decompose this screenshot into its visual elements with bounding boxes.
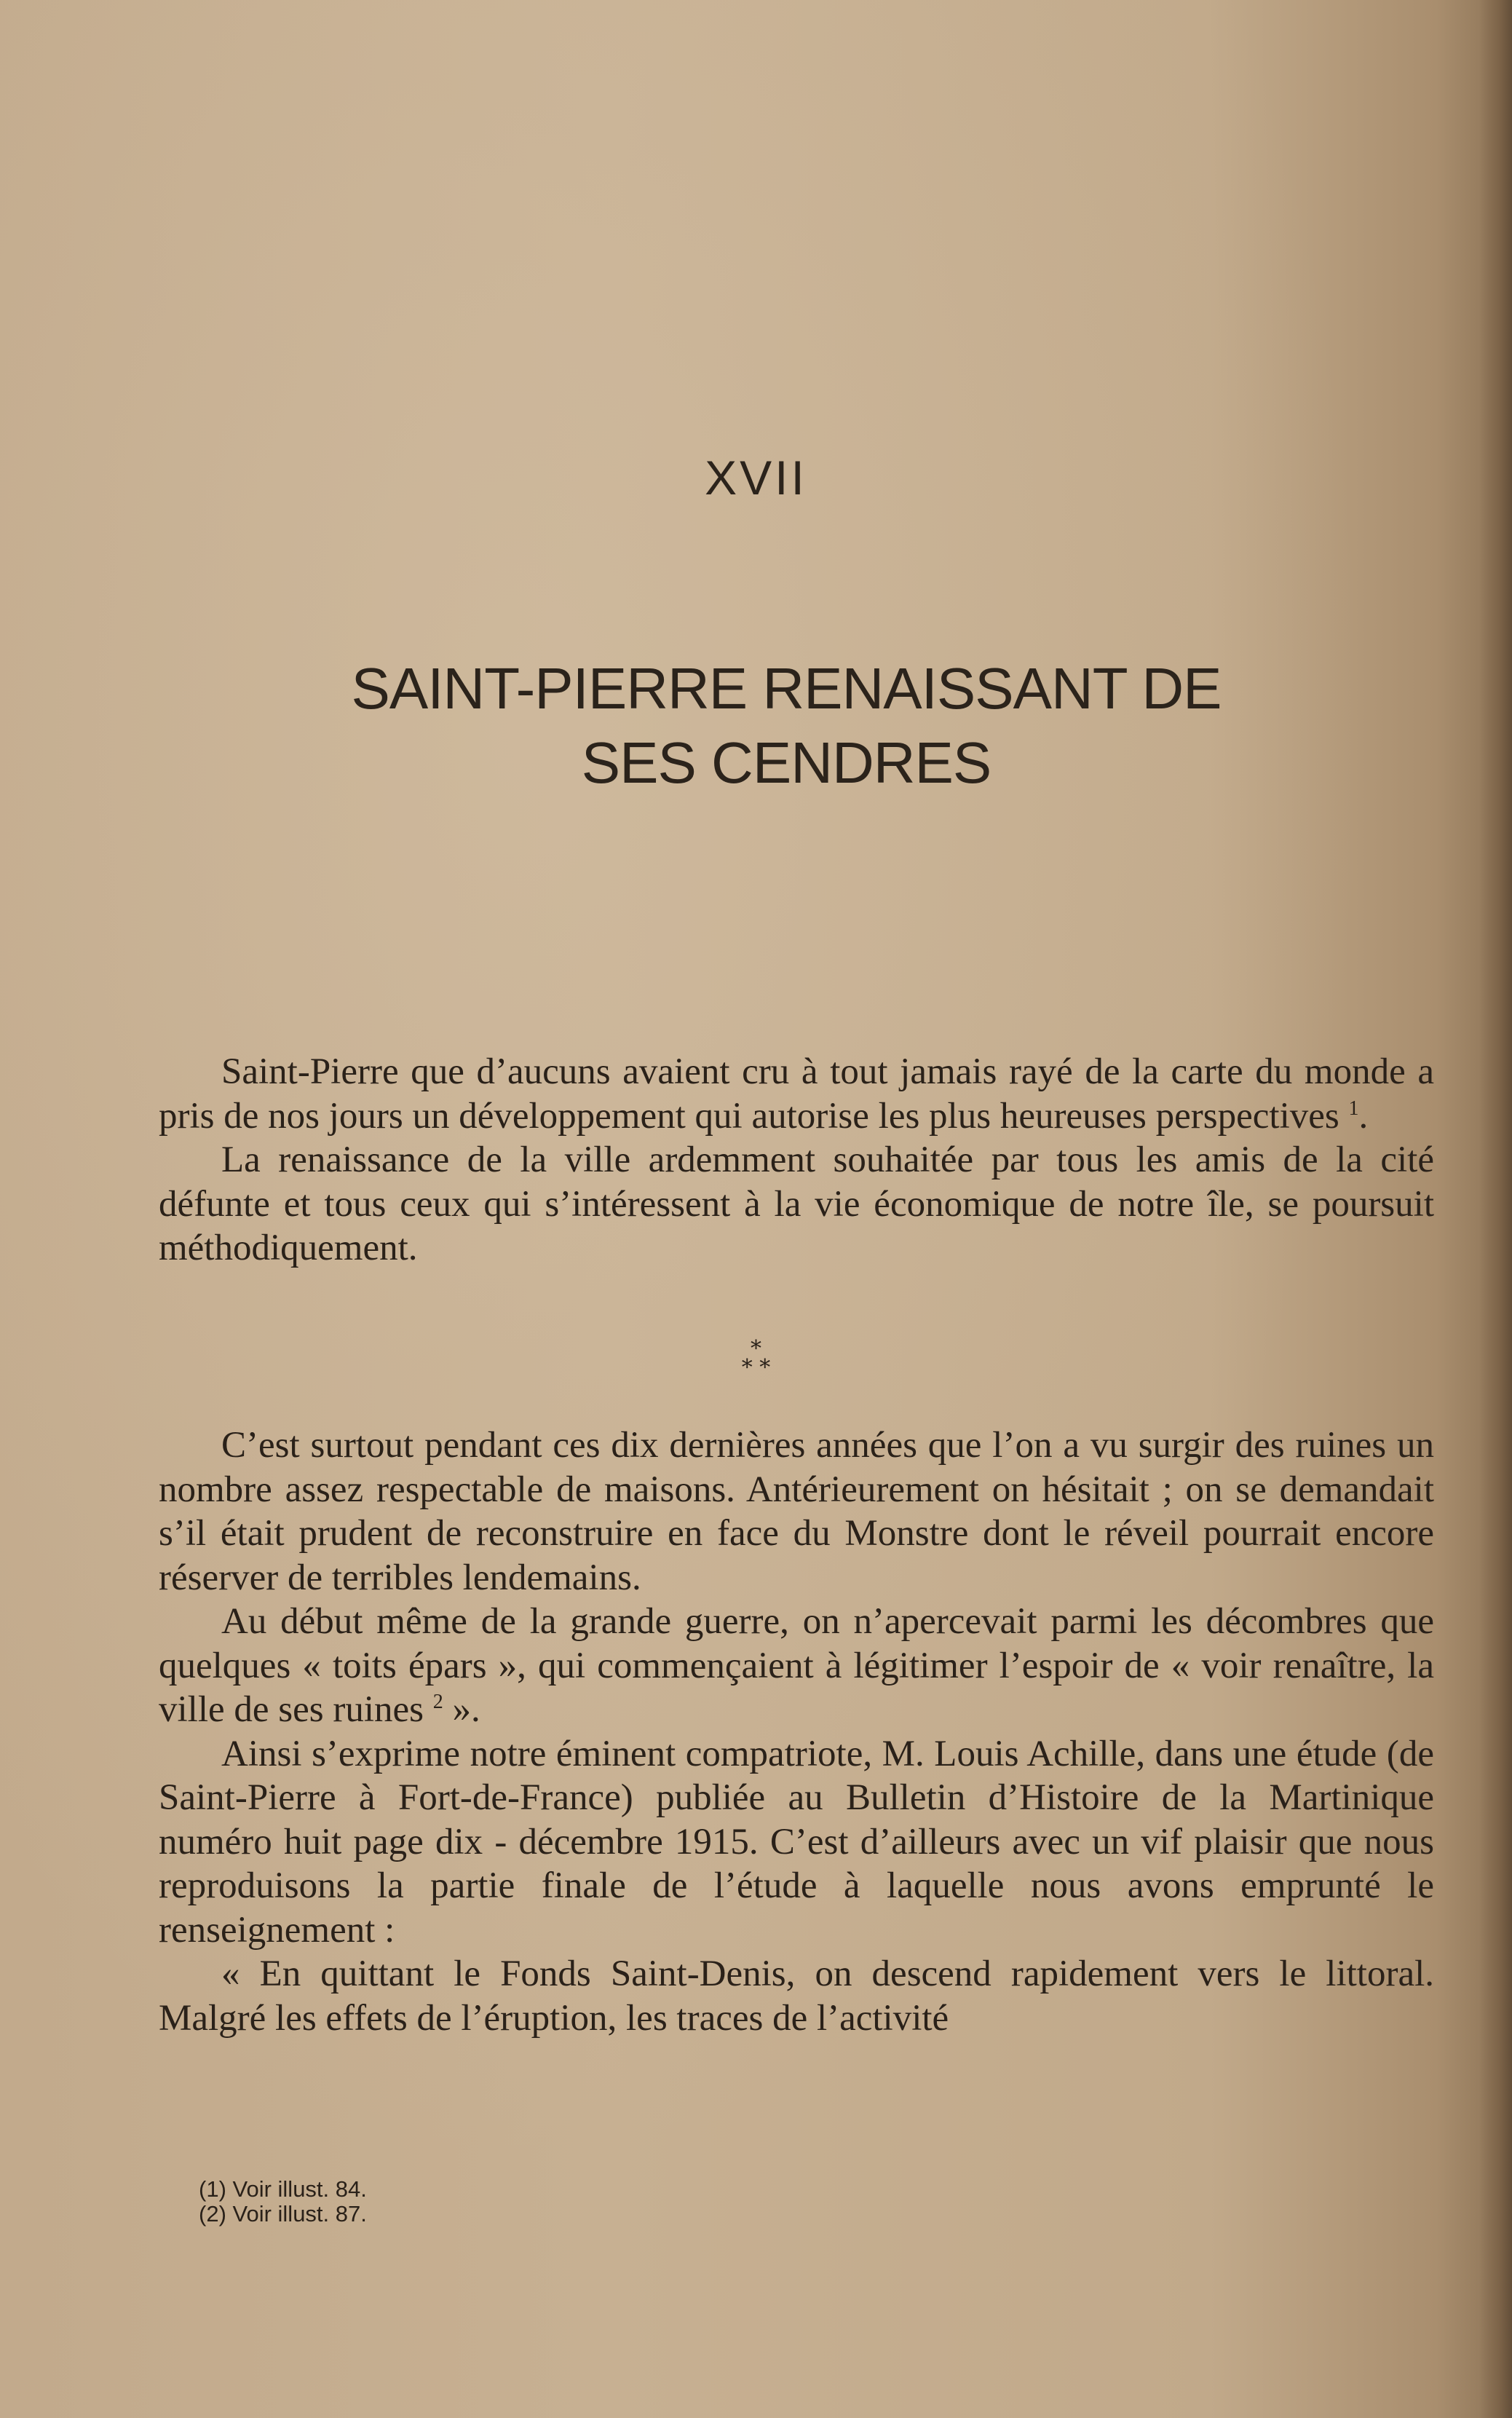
chapter-title xyxy=(248,652,1325,800)
paragraph: La renaissance de la ville ardemment souhaitée par tous les amis de la cité défunte et tous ceux qui s’intéressent à la vie économique de notre île, se poursuit méthodiquement. xyxy=(159,1139,1434,1268)
separator-top: * xyxy=(751,1336,761,1362)
footnotes xyxy=(199,2177,367,2227)
paragraph: « En quittant le Fonds Saint-Denis, on descend rapidement vers le littoral. Malgré les effets de l’éruption, les traces de l’activité xyxy=(159,1953,1434,2039)
paragraph: C’est surtout pendant ces dix dernières années que l’on a vu surgir des ruines un nombre assez respectable de maisons. Antérieurement on hésitait ; on se demandait s’il était prudent de reconstruire en face du Monstre dont le réveil pourrait encore réserver de terribles lendemains. xyxy=(159,1425,1434,1598)
paragraph xyxy=(159,1050,1434,1138)
paragraph: Ainsi s’exprime notre éminent compatriote, M. Louis Achille, dans une étude (de Saint-Pierre à Fort-de-France) publiée au Bulletin d’Histoire de la Martinique numéro huit page dix - décembre 1915. C’est d’ailleurs avec un vif plaisir que nous reproduisons la partie finale de l’étude à laquelle nous avons emprunté le renseignement : xyxy=(159,1733,1434,1951)
paragraph-text: Saint-Pierre que d’aucuns avaient cru à tout jamais rayé de la carte du monde a pris de nos jours un développement qui autorise les plus heureuses perspectives xyxy=(159,1051,1434,1137)
chapter-number: XVII xyxy=(705,451,807,505)
paragraph xyxy=(159,1600,1434,1732)
page-edge-shadow xyxy=(1479,0,1512,2418)
footnote-1: (1) Voir illust. 84. xyxy=(199,2176,367,2202)
footnote-2: (2) Voir illust. 87. xyxy=(199,2201,367,2227)
paragraph-text: Au début même de la grande guerre, on n’apercevait parmi les décombres que quelques « toits épars », qui commençaient à légitimer l’espoir de « voir renaître, la ville de ses ruines xyxy=(159,1601,1434,1730)
footnote-ref: 1 xyxy=(1348,1097,1359,1120)
asterism-separator xyxy=(0,1336,1512,1380)
chapter-title-line-2: SES CENDRES xyxy=(581,730,991,795)
body-section-2 xyxy=(159,1423,1434,2040)
paragraph-end: ». xyxy=(443,1689,480,1730)
footnote-ref: 2 xyxy=(432,1691,443,1713)
separator-bottom: * * xyxy=(741,1355,771,1380)
paragraph-end: . xyxy=(1358,1095,1369,1137)
chapter-title-line-1: SAINT-PIERRE RENAISSANT DE xyxy=(351,656,1222,721)
body-section-1 xyxy=(159,1050,1434,1271)
